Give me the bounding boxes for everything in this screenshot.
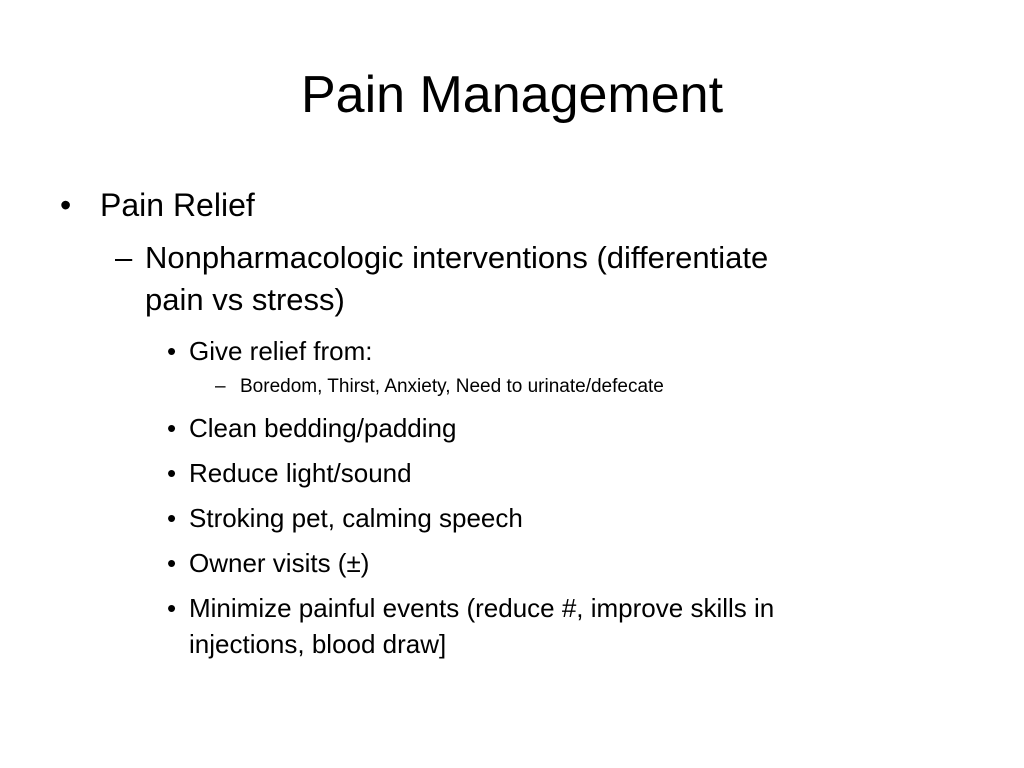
bullet-marker: • bbox=[167, 413, 177, 443]
bullet-text-line1: Minimize painful events (reduce #, improve skills in bbox=[189, 593, 775, 623]
subitem-text-line1: Nonpharmacologic interventions (differentiate bbox=[145, 240, 769, 275]
bullet-text: Reduce light/sound bbox=[189, 458, 412, 488]
bullet-marker: • bbox=[60, 187, 72, 223]
bullet-text: Give relief from: bbox=[189, 336, 373, 366]
bullet-marker: • bbox=[167, 593, 177, 623]
subitem-text-line2: pain vs stress) bbox=[145, 282, 345, 317]
slide-title: Pain Management bbox=[300, 66, 724, 124]
subitem-text: Boredom, Thirst, Anxiety, Need to urinate/defecate bbox=[240, 376, 664, 397]
bullet-text: Stroking pet, calming speech bbox=[189, 503, 523, 533]
bullet-marker: • bbox=[167, 336, 177, 366]
bullet-text: Clean bedding/padding bbox=[189, 413, 457, 443]
dash-marker: – bbox=[115, 240, 133, 275]
bullet-text: Pain Relief bbox=[100, 187, 255, 223]
bullet-text-line2: injections, blood draw] bbox=[189, 629, 447, 659]
bullet-text: Owner visits (±) bbox=[189, 548, 370, 578]
bullet-marker: • bbox=[167, 458, 177, 488]
bullet-marker: • bbox=[167, 548, 177, 578]
bullet-marker: • bbox=[167, 503, 177, 533]
dash-marker: – bbox=[215, 376, 226, 397]
